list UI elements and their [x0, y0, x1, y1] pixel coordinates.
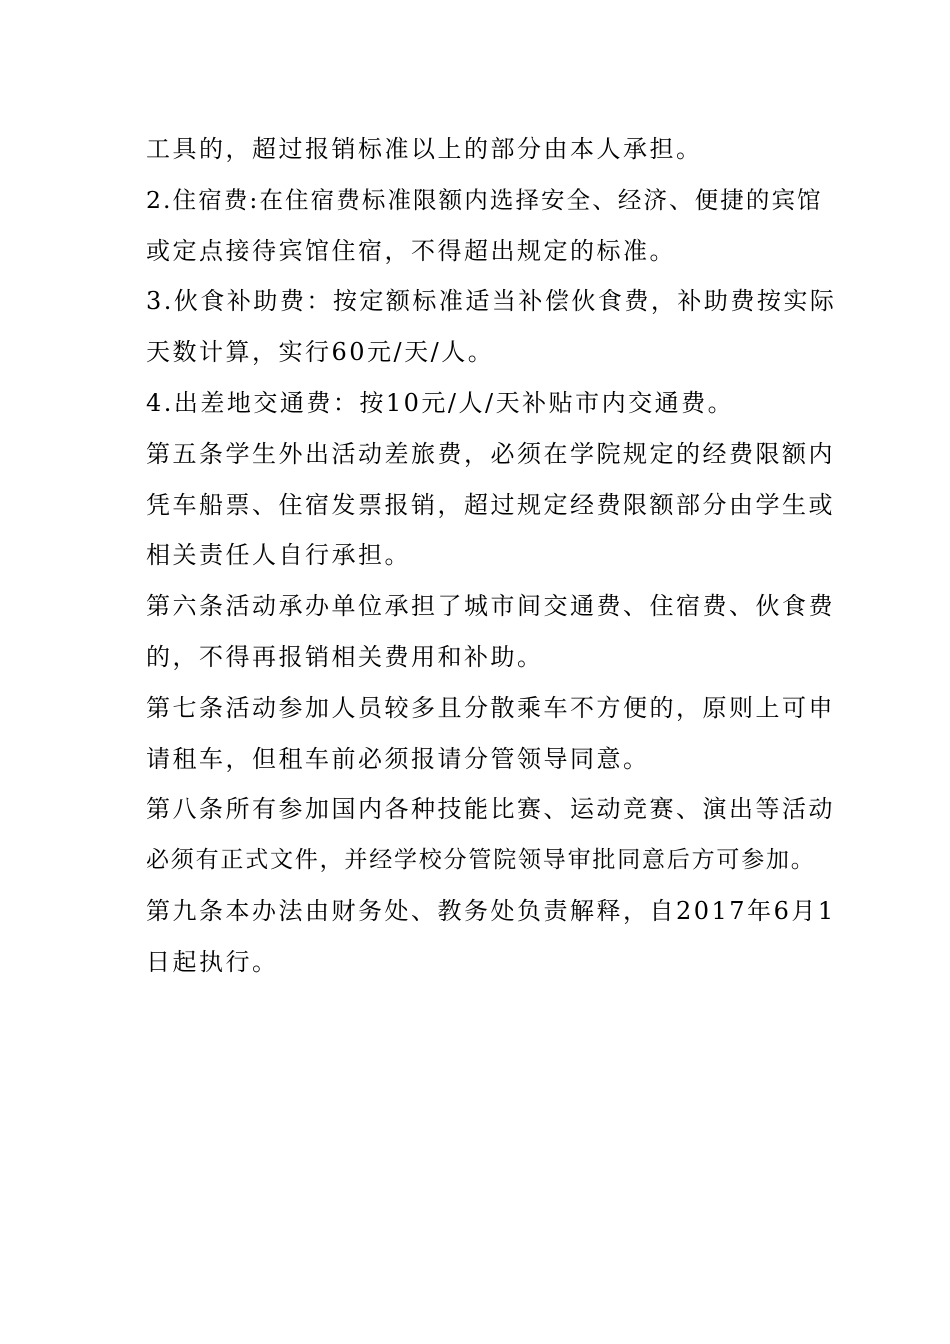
text-line-12: 第七条活动参加人员较多且分散乘车不方便的，原则上可申 — [146, 693, 835, 722]
text-line-14: 第八条所有参加国内各种技能比赛、运动竞赛、演出等活动 — [146, 795, 835, 824]
text-line-6: 4.出差地交通费：按10元/人/天补贴市内交通费。 — [146, 388, 735, 417]
text-line-8: 凭车船票、住宿发票报销，超过规定经费限额部分由学生或 — [146, 490, 835, 519]
text-line-3: 或定点接待宾馆住宿，不得超出规定的标准。 — [146, 236, 676, 265]
text-line-11: 的，不得再报销相关费用和补助。 — [146, 642, 544, 671]
document-body — [146, 127, 836, 991]
text-line-13: 请租车，但租车前必须报请分管领导同意。 — [146, 744, 650, 773]
text-line-4: 3.伙食补助费：按定额标准适当补偿伙食费，补助费按实际 — [146, 287, 837, 316]
text-line-1: 工具的，超过报销标准以上的部分由本人承担。 — [146, 135, 703, 163]
text-line-16: 第九条本办法由财务处、教务处负责解释，自2017年6月1 — [146, 896, 836, 925]
text-line-17: 日起执行。 — [146, 947, 279, 976]
text-line-9: 相关责任人自行承担。 — [146, 541, 411, 570]
text-line-5: 天数计算，实行60元/天/人。 — [146, 338, 495, 367]
text-line-10: 第六条活动承办单位承担了城市间交通费、住宿费、伙食费 — [146, 592, 835, 621]
text-line-2: 2.住宿费:在住宿费标准限额内选择安全、经济、便捷的宾馆 — [146, 185, 823, 214]
text-line-7: 第五条学生外出活动差旅费，必须在学院规定的经费限额内 — [146, 439, 835, 468]
text-line-15: 必须有正式文件，并经学校分管院领导审批同意后方可参加。 — [146, 847, 816, 874]
